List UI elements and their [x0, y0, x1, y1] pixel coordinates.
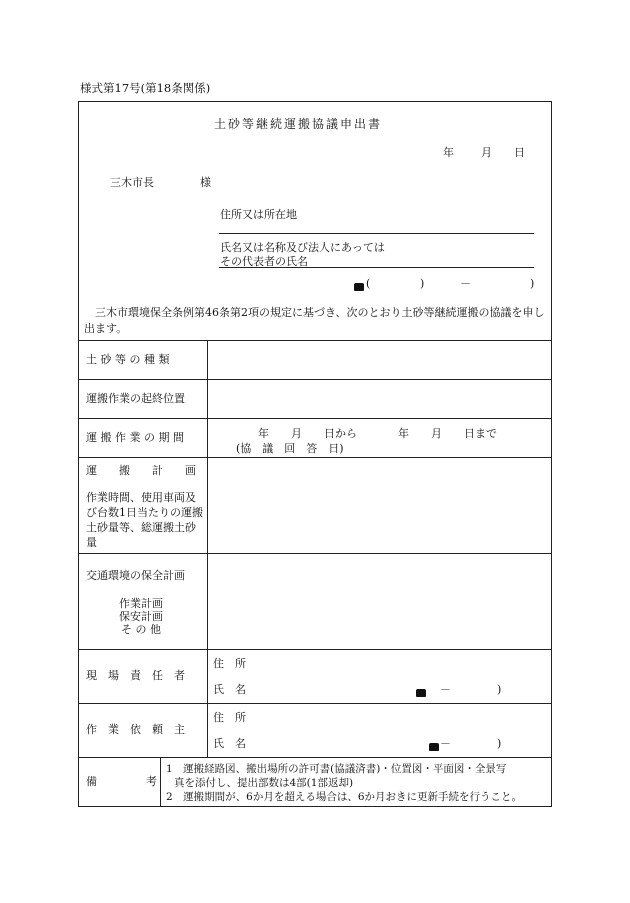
date-day: 日: [514, 146, 525, 159]
period-to: 年 月 日まで: [398, 427, 497, 440]
phone-close: ): [420, 277, 425, 290]
label-column-divider: [207, 340, 208, 757]
applicant-representative-label: その代表者の氏名: [220, 255, 308, 268]
traffic-plan-item-safety: 保安計画: [119, 610, 163, 623]
remarks-note-1-cont: 真を添付し、提出部数は4部(1部返却): [174, 777, 354, 789]
form-title: 土砂等継続運搬協議申出書: [214, 117, 383, 131]
traffic-plan-item-work: 作業計画: [119, 597, 163, 610]
phone-open: (: [366, 277, 371, 290]
client-name-label: 氏 名: [213, 737, 246, 750]
addressee-name: 三木市長: [110, 176, 154, 189]
phone-dash: －: [460, 277, 471, 290]
remarks-note-2: 2 運搬期間が、6か月を超える場合は、6か月おきに更新手続を行うこと。: [166, 791, 523, 803]
transport-plan-detail: 作業時間、使用車両及び台数1日当たりの運搬土砂量等、総運搬土砂量: [86, 491, 203, 549]
remarks-note-1: 1 運搬経路図、搬出場所の許可書(協議済書)・位置図・平面図・全景写: [166, 763, 507, 775]
traffic-plan-item-other: そ の 他: [121, 623, 161, 636]
date-month: 月: [481, 146, 492, 159]
site-manager-name-label: 氏 名: [213, 683, 246, 696]
row-divider: [78, 379, 552, 380]
client-label: 作 業 依 頼 主: [86, 723, 185, 736]
phone-end: ): [530, 277, 535, 290]
client-address-label: 住 所: [213, 711, 246, 724]
date-year: 年: [443, 146, 454, 159]
transport-plan-heading: 運 搬 計 画: [86, 464, 196, 477]
row-divider: [78, 457, 552, 458]
row-divider: [78, 418, 552, 419]
row-divider: [78, 757, 552, 758]
form-code: 様式第17号(第18条関係): [80, 81, 211, 95]
traffic-plan-heading: 交通環境の保全計画: [86, 569, 185, 582]
site-manager-phone-close: ): [497, 683, 502, 696]
row-divider: [78, 649, 552, 650]
site-manager-phone-dash: －: [440, 683, 451, 696]
soil-type-label: 土 砂 等 の 種 類: [86, 353, 170, 366]
telephone-icon: [354, 283, 364, 291]
row-divider: [78, 703, 552, 704]
row-divider: [78, 553, 552, 554]
address-underline: [219, 233, 534, 234]
applicant-address-label: 住所又は所在地: [220, 208, 297, 221]
work-period-label: 運 搬 作 業 の 期 間: [86, 431, 184, 444]
telephone-icon: [416, 689, 426, 697]
addressee-honorific: 様: [200, 176, 211, 189]
telephone-icon: [429, 743, 439, 751]
remarks-label-right: 考: [146, 775, 157, 788]
site-manager-address-label: 住 所: [213, 657, 246, 670]
consultation-reply-date: (協 議 回 答 日): [236, 442, 344, 455]
site-manager-label: 現 場 責 任 者: [86, 669, 185, 682]
remarks-label-left: 備: [86, 775, 97, 788]
applicant-name-label: 氏名又は名称及び法人にあっては: [220, 241, 385, 254]
period-from: 年 月 日から: [258, 427, 357, 440]
client-phone-close: ): [497, 737, 502, 750]
client-phone-dash: －: [440, 737, 451, 750]
intro-text: 三木市環境保全条例第46条第2項の規定に基づき、次のとおり土砂等継続運搬の協議を申し出ます。: [84, 306, 545, 335]
row-divider: [78, 340, 552, 341]
remarks-column-divider: [160, 757, 161, 807]
start-end-position-label: 運搬作業の起終位置: [86, 392, 185, 405]
